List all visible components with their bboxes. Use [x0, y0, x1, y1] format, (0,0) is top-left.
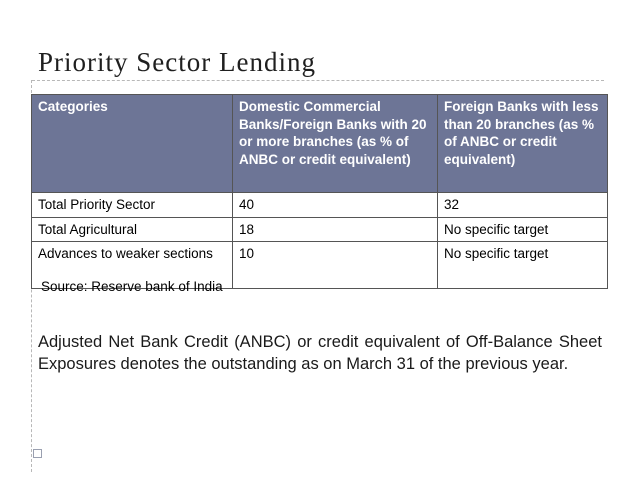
source-note: Source: Reserve bank of India — [41, 279, 223, 294]
table-header-row — [32, 95, 608, 193]
priority-sector-table — [31, 94, 608, 289]
header-categories: Categories — [32, 95, 233, 193]
slide-title: Priority Sector Lending — [38, 47, 316, 77]
bullet-square-icon — [33, 449, 42, 458]
header-foreign-banks: Foreign Banks with less than 20 branches (as % of ANBC or credit equivalent) — [438, 95, 608, 193]
table-cell: No specific target — [438, 242, 608, 289]
table-cell: Total Agricultural — [32, 217, 233, 242]
title-divider — [32, 80, 604, 81]
table-row — [32, 217, 608, 242]
table-row — [32, 193, 608, 218]
table-cell: 40 — [233, 193, 438, 218]
anbc-definition: Adjusted Net Bank Credit (ANBC) or credit equivalent of Off-Balance Sheet Exposures denotes the outstanding as on March 31 of the previous year. — [38, 333, 602, 373]
table-cell: 18 — [233, 217, 438, 242]
table-cell: Advances to weaker sections — [32, 242, 233, 289]
table-cell: 32 — [438, 193, 608, 218]
table-cell: Total Priority Sector — [32, 193, 233, 218]
header-domestic-banks: Domestic Commercial Banks/Foreign Banks with 20 or more branches (as % of ANBC or credit equivalent) — [233, 95, 438, 193]
table-cell: No specific target — [438, 217, 608, 242]
table-cell: 10 — [233, 242, 438, 289]
